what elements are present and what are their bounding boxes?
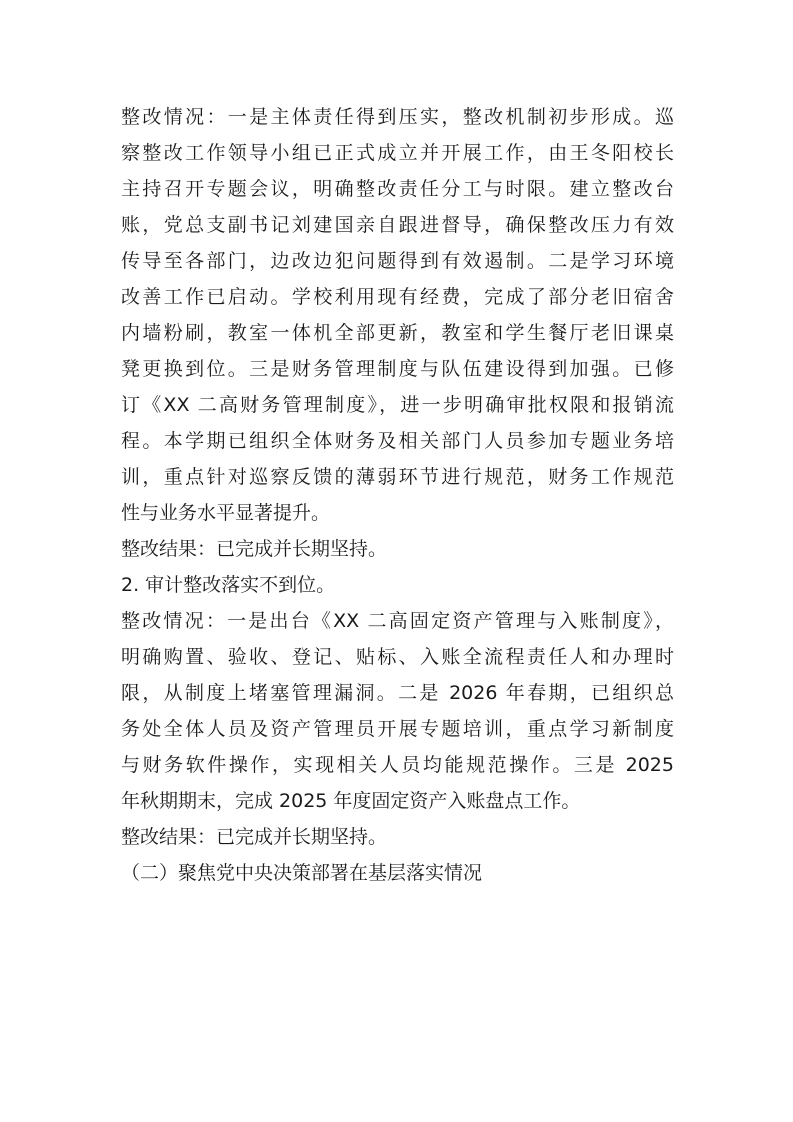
text-line: 明确购置、验收、登记、贴标、入账全流程责任人和办理时 — [121, 646, 674, 668]
section2-paragraph — [121, 603, 674, 819]
document-body — [121, 99, 674, 891]
text-line: 主持召开专题会议，明确整改责任分工与时限。建立整改台 — [121, 178, 674, 200]
section1-paragraph — [121, 99, 674, 531]
text-line: 传导至各部门，边改边犯问题得到有效遏制。二是学习环境 — [121, 250, 674, 272]
text-line: 年秋期期末，完成 2025 年度固定资产入账盘点工作。 — [121, 790, 581, 812]
item-heading: 2. 审计整改落实不到位。 — [121, 574, 336, 596]
text-line: 整改情况：一是出台《XX 二高固定资产管理与入账制度》， — [121, 610, 674, 632]
section-heading: （二）聚焦党中央决策部署在基层落实情况 — [121, 862, 483, 884]
result-line: 整改结果：已完成并长期坚持。 — [121, 826, 388, 848]
text-line: 内墙粉刷，教室一体机全部更新，教室和学生餐厅老旧课桌 — [121, 322, 674, 344]
text-line: 改善工作已启动。学校利用现有经费，完成了部分老旧宿舍 — [121, 286, 674, 308]
text-line: 察整改工作领导小组已正式成立并开展工作，由王冬阳校长 — [121, 142, 674, 164]
result-line: 整改结果：已完成并长期坚持。 — [121, 538, 388, 560]
text-line: 限，从制度上堵塞管理漏洞。二是 2026 年春期，已组织总 — [121, 682, 674, 704]
text-line: 订《XX 二高财务管理制度》，进一步明确审批权限和报销流 — [121, 394, 674, 416]
text-line: 账，党总支副书记刘建国亲自跟进督导，确保整改压力有效 — [121, 214, 674, 236]
text-line: 程。本学期已组织全体财务及相关部门人员参加专题业务培 — [121, 430, 674, 452]
text-line: 务处全体人员及资产管理员开展专题培训，重点学习新制度 — [121, 718, 674, 740]
text-line: 训，重点针对巡察反馈的薄弱环节进行规范，财务工作规范 — [121, 466, 674, 488]
text-line: 凳更换到位。三是财务管理制度与队伍建设得到加强。已修 — [121, 358, 674, 380]
text-line: 与财务软件操作，实现相关人员均能规范操作。三是 2025 — [121, 754, 674, 776]
text-line: 性与业务水平显著提升。 — [121, 502, 331, 524]
text-line: 整改情况：一是主体责任得到压实，整改机制初步形成。巡 — [121, 106, 674, 128]
